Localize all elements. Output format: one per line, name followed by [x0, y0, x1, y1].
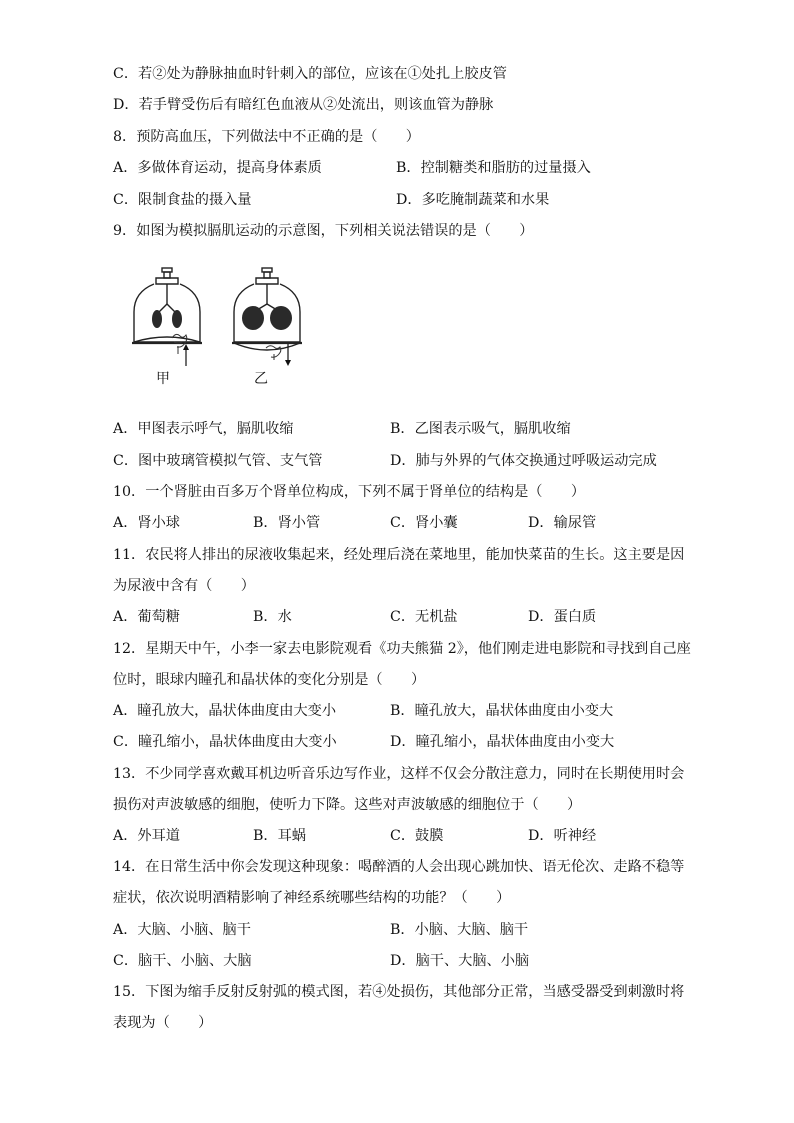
- figure-label-jia: 甲: [156, 371, 170, 387]
- q15-stem-line1: 15．下图为缩手反射反射弧的模式图，若④处损伤，其他部分正常，当感受器受到刺激时将: [113, 984, 685, 1000]
- q12-option-b: B．瞳孔放大，晶状体曲度由小变大: [390, 703, 614, 719]
- q8-option-c: C．限制食盐的摄入量: [113, 192, 252, 208]
- q13-option-b: B．耳蜗: [253, 828, 306, 844]
- q10-option-a: A．肾小球: [113, 515, 180, 531]
- q13-option-d: D．听神经: [528, 828, 597, 844]
- q11-option-c: C．无机盐: [390, 609, 458, 625]
- q13-stem-line2: 损伤对声波敏感的细胞，使听力下降。这些对声波敏感的细胞位于（ ）: [113, 797, 582, 813]
- q11-stem-line1: 11．农民将人排出的尿液收集起来，经处理后浇在菜地里，能加快菜苗的生长。这主要是因: [113, 547, 685, 563]
- figure-label-yi: 乙: [254, 371, 268, 387]
- q12-option-c: C．瞳孔缩小，晶状体曲度由大变小: [113, 734, 337, 750]
- q14-option-b: B．小脑、大脑、脑干: [390, 922, 529, 938]
- q14-option-d: D．脑干、大脑、小脑: [390, 953, 530, 969]
- q8-stem: 8．预防高血压，下列做法中不正确的是（ ）: [113, 129, 420, 145]
- q11-option-d: D．蛋白质: [528, 609, 597, 625]
- diaphragm-model-figure: [126, 262, 316, 390]
- q12-option-d: D．瞳孔缩小，晶状体曲度由小变大: [390, 734, 615, 750]
- q11-option-b: B．水: [253, 609, 292, 625]
- q12-option-a: A．瞳孔放大，晶状体曲度由大变小: [113, 703, 337, 719]
- q14-stem-line2: 症状，依次说明酒精影响了神经系统哪些结构的功能？（ ）: [113, 890, 511, 906]
- q8-option-a: A．多做体育运动，提高身体素质: [113, 160, 322, 176]
- q9-option-b: B．乙图表示吸气，膈肌收缩: [390, 421, 571, 437]
- q13-option-c: C．鼓膜: [390, 828, 444, 844]
- q12-stem-line1: 12．星期天中午，小李一家去电影院观看《功夫熊猫 2》，他们刚走进电影院和寻找到自己座: [113, 641, 691, 657]
- q9-option-a: A．甲图表示呼气，膈肌收缩: [113, 421, 294, 437]
- q9-option-c: C．图中玻璃管模拟气管、支气管: [113, 453, 323, 469]
- q11-option-a: A．葡萄糖: [113, 609, 180, 625]
- q8-option-b: B．控制糖类和脂肪的过量摄入: [396, 160, 591, 176]
- q12-stem-line2: 位时，眼球内瞳孔和晶状体的变化分别是（ ）: [113, 672, 426, 688]
- q14-stem-line1: 14．在日常生活中你会发现这种现象：喝醉酒的人会出现心跳加快、语无伦次、走路不稳等: [113, 859, 685, 875]
- q11-stem-line2: 为尿液中含有（ ）: [113, 578, 255, 594]
- q10-stem: 10．一个肾脏由百多万个肾单位构成，下列不属于肾单位的结构是（ ）: [113, 484, 586, 500]
- q8-option-d: D．多吃腌制蔬菜和水果: [396, 192, 550, 208]
- q10-option-d: D．输尿管: [528, 515, 597, 531]
- q9-stem: 9．如图为模拟膈肌运动的示意图，下列相关说法错误的是（ ）: [113, 223, 534, 239]
- q10-option-c: C．肾小囊: [390, 515, 458, 531]
- q9-option-d: D．肺与外界的气体交换通过呼吸运动完成: [390, 453, 657, 469]
- bell-jar-jia: [132, 268, 202, 343]
- bell-jar-yi: [232, 268, 302, 350]
- q7-option-c: C．若②处为静脉抽血时针刺入的部位，应该在①处扎上胶皮管: [113, 66, 507, 82]
- q15-stem-line2: 表现为（ ）: [113, 1015, 213, 1031]
- q13-stem-line1: 13．不少同学喜欢戴耳机边听音乐边写作业，这样不仅会分散注意力，同时在长期使用时会: [113, 766, 685, 782]
- q13-option-a: A．外耳道: [113, 828, 180, 844]
- q7-option-d: D．若手臂受伤后有暗红色血液从②处流出，则该血管为静脉: [113, 97, 494, 113]
- q14-option-a: A．大脑、小脑、脑干: [113, 922, 251, 938]
- q10-option-b: B．肾小管: [253, 515, 321, 531]
- q14-option-c: C．脑干、小脑、大脑: [113, 953, 252, 969]
